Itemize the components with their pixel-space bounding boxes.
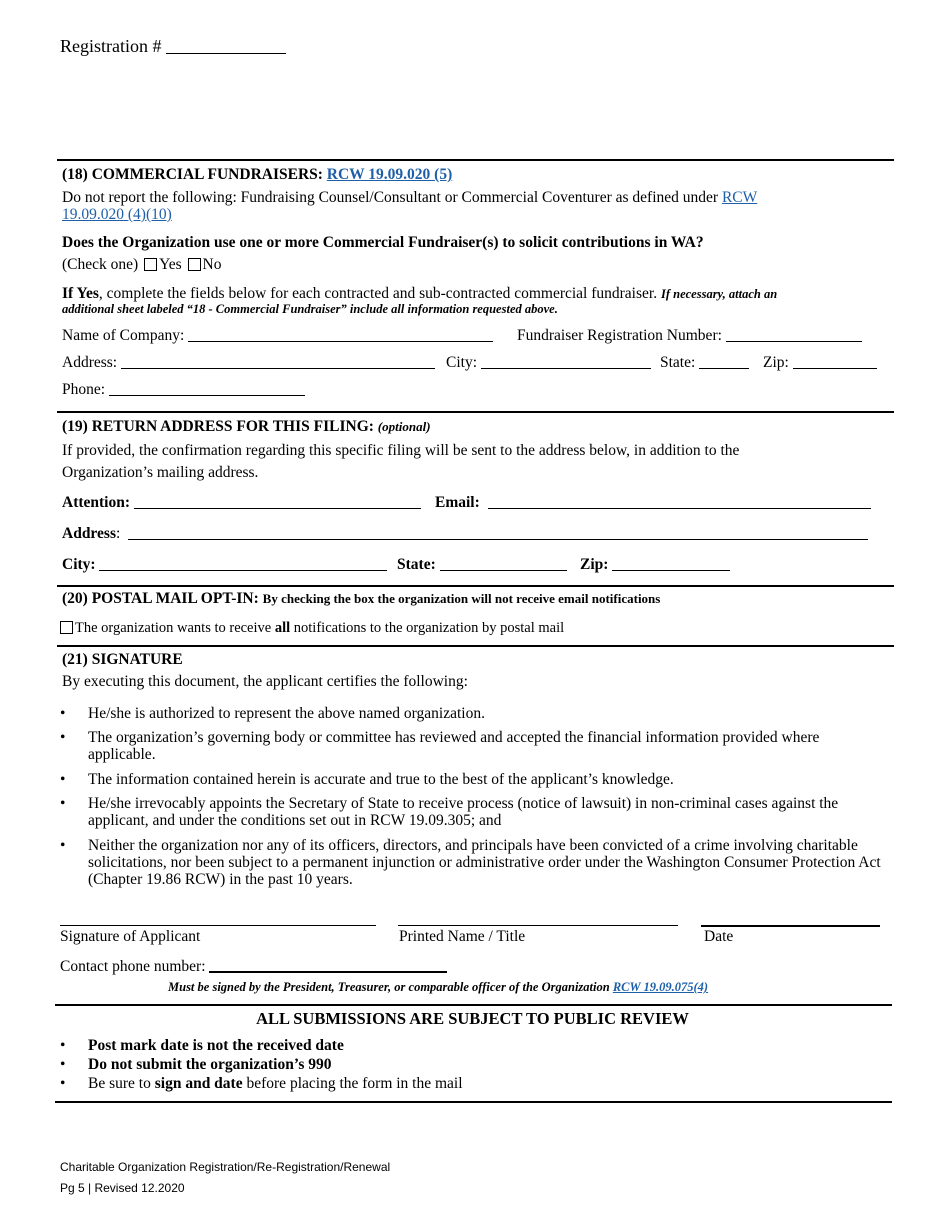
opt-post: notifications to the organization by postal mail	[290, 620, 565, 636]
s18-address-row	[62, 354, 435, 372]
bullet-icon: •	[60, 729, 66, 746]
review-item	[88, 1075, 463, 1093]
opt-bold: all	[274, 620, 291, 636]
s19-address-label: Address	[62, 525, 116, 542]
date-label: Date	[704, 928, 734, 945]
postal-opt-in-row	[60, 620, 564, 637]
contact-phone-row	[60, 957, 447, 976]
s18-note-text: Do not report the following: Fundraising Counsel/Consultant or Commercial Coventurer as defined under	[62, 189, 719, 206]
s20-heading	[62, 590, 660, 608]
s19-address-input-line[interactable]	[128, 525, 868, 540]
s18-phone-label: Phone:	[62, 381, 106, 398]
s18-note-link-a[interactable]: RCW	[721, 189, 758, 206]
s18-if-yes	[62, 285, 777, 303]
fundraiser-reg-input-line[interactable]	[726, 327, 862, 342]
registration-label: Registration #	[60, 36, 162, 56]
s18-note-line2	[62, 206, 172, 224]
section-divider	[57, 159, 894, 161]
certify-item: He/she is authorized to represent the above named organization.	[88, 705, 485, 722]
s18-state-label: State:	[660, 354, 696, 371]
no-checkbox[interactable]	[188, 258, 201, 271]
certify-item: Neither the organization nor any of its officers, directors, and principals have been convicted of a crime involving charitable solicitations, nor been subject to a permanent injunction or administrative order under the Washington Consumer Protection Act (Chapter 19.86 RCW) in the past 10 years.	[88, 837, 881, 888]
s20-heading-note: By checking the box the organization will not receive email notifications	[262, 591, 661, 606]
no-label: No	[202, 256, 222, 273]
s18-if-yes-italic-1: If necessary, attach an	[660, 287, 778, 301]
s18-address-label: Address:	[62, 354, 118, 371]
date-line[interactable]	[701, 925, 880, 927]
s18-zip-input-line[interactable]	[793, 354, 877, 369]
s18-state-row	[660, 354, 749, 372]
s19-city-row	[62, 556, 387, 574]
s18-if-yes-italic-2: additional sheet labeled “18 - Commercial Fundraiser” include all information requested above.	[62, 302, 558, 316]
s18-city-row	[446, 354, 651, 372]
s18-city-label: City:	[446, 354, 478, 371]
s19-address-row	[62, 525, 868, 543]
signature-line[interactable]	[60, 925, 376, 926]
company-input-line[interactable]	[188, 327, 493, 342]
attention-row	[62, 494, 421, 512]
s21-heading: (21) SIGNATURE	[62, 651, 183, 668]
s19-zip-label: Zip:	[580, 556, 609, 573]
fundraiser-reg-row	[517, 327, 862, 345]
registration-input-line[interactable]	[166, 37, 286, 54]
s18-zip-row	[763, 354, 877, 372]
footer-title: Charitable Organization Registration/Re-Registration/Renewal	[60, 1160, 391, 1174]
s18-heading	[62, 166, 452, 184]
s19-state-label: State:	[397, 556, 436, 573]
must-sign-text: Must be signed by the President, Treasurer, or comparable officer of the Organization	[168, 980, 610, 994]
bullet-icon: •	[60, 837, 66, 854]
registration-field	[60, 36, 286, 57]
printed-name-label: Printed Name / Title	[399, 928, 526, 945]
signature-label: Signature of Applicant	[60, 928, 201, 945]
section-divider	[55, 1101, 892, 1103]
company-label: Name of Company:	[62, 327, 185, 344]
section-divider	[57, 585, 894, 587]
s19-zip-row	[580, 556, 730, 574]
fundraiser-reg-label: Fundraiser Registration Number:	[517, 327, 722, 344]
bullet-icon: •	[60, 1075, 66, 1092]
certify-item: He/she irrevocably appoints the Secretary of State to receive process (notice of lawsuit) in non-criminal cases against the applicant, and under the conditions set out in RCW 19.09.305; and	[88, 795, 839, 829]
bullet-icon: •	[60, 1037, 66, 1054]
review-b3-pre: Be sure to	[88, 1075, 155, 1092]
s19-city-input-line[interactable]	[99, 556, 387, 571]
footer-page: Pg 5 | Revised 12.2020	[60, 1181, 185, 1195]
email-label: Email:	[435, 494, 480, 511]
bullet-icon: •	[60, 771, 66, 788]
s19-optional: (optional)	[377, 419, 431, 434]
certify-item: The information contained herein is accurate and true to the best of the applicant’s knowledge.	[88, 771, 674, 788]
review-item: Post mark date is not the received date	[88, 1037, 344, 1054]
s18-city-input-line[interactable]	[481, 354, 651, 369]
s18-if-yes-text: , complete the fields below for each contracted and sub-contracted commercial fundraiser.	[98, 285, 658, 302]
review-b3-post: before placing the form in the mail	[242, 1075, 463, 1092]
s19-desc-2: Organization’s mailing address.	[62, 464, 259, 481]
s19-heading-text: (19) RETURN ADDRESS FOR THIS FILING:	[62, 418, 374, 435]
must-sign-rcw-link[interactable]: RCW 19.09.075(4)	[612, 980, 709, 994]
review-b3-bold: sign and date	[154, 1075, 243, 1092]
attention-label: Attention:	[62, 494, 131, 511]
section-divider	[57, 411, 894, 413]
s19-address-colon: :	[115, 525, 121, 542]
s20-heading-text: (20) POSTAL MAIL OPT-IN:	[62, 590, 259, 607]
bullet-icon: •	[60, 795, 66, 812]
s18-question: Does the Organization use one or more Commercial Fundraiser(s) to solicit contributions in WA?	[62, 234, 704, 251]
s18-note	[62, 189, 757, 207]
yes-checkbox[interactable]	[144, 258, 157, 271]
s18-rcw-link[interactable]: RCW 19.09.020 (5)	[326, 166, 453, 183]
s19-heading	[62, 418, 431, 436]
email-input-line[interactable]	[488, 494, 871, 509]
s19-desc-1: If provided, the confirmation regarding this specific filing will be sent to the address below, in addition to the	[62, 442, 740, 459]
s19-state-input-line[interactable]	[440, 556, 567, 571]
postal-opt-in-checkbox[interactable]	[60, 621, 73, 634]
review-item: Do not submit the organization’s 990	[88, 1056, 332, 1073]
s18-phone-row	[62, 381, 305, 399]
s19-state-row	[397, 556, 567, 574]
must-sign-note	[168, 980, 708, 995]
printed-name-line[interactable]	[398, 925, 678, 926]
s19-city-label: City:	[62, 556, 96, 573]
company-row	[62, 327, 493, 345]
s18-check-one-label: (Check one)	[62, 256, 139, 273]
s18-state-input-line[interactable]	[699, 354, 749, 369]
bullet-icon: •	[60, 1056, 66, 1073]
opt-pre: The organization wants to receive	[75, 620, 275, 636]
review-heading: ALL SUBMISSIONS ARE SUBJECT TO PUBLIC REVIEW	[256, 1009, 689, 1028]
s18-heading-text: (18) COMMERCIAL FUNDRAISERS:	[62, 166, 323, 183]
s21-intro: By executing this document, the applicant certifies the following:	[62, 673, 468, 690]
bullet-icon: •	[60, 705, 66, 722]
certify-item: The organization’s governing body or committee has reviewed and accepted the financial information provided where applicable.	[88, 729, 820, 763]
s18-note-link-b[interactable]: 19.09.020 (4)(10)	[62, 206, 172, 223]
email-row	[435, 494, 871, 512]
s19-zip-input-line[interactable]	[612, 556, 730, 571]
yes-label: Yes	[159, 256, 182, 273]
s18-phone-input-line[interactable]	[109, 381, 305, 396]
contact-phone-input-line[interactable]	[209, 957, 447, 973]
s18-zip-label: Zip:	[763, 354, 789, 371]
contact-phone-label: Contact phone number:	[60, 958, 206, 975]
s18-address-input-line[interactable]	[121, 354, 435, 369]
s18-check-row	[62, 256, 221, 274]
attention-input-line[interactable]	[134, 494, 421, 509]
s18-if-yes-bold: If Yes	[62, 285, 99, 302]
section-divider	[55, 1004, 892, 1006]
section-divider	[57, 645, 894, 647]
